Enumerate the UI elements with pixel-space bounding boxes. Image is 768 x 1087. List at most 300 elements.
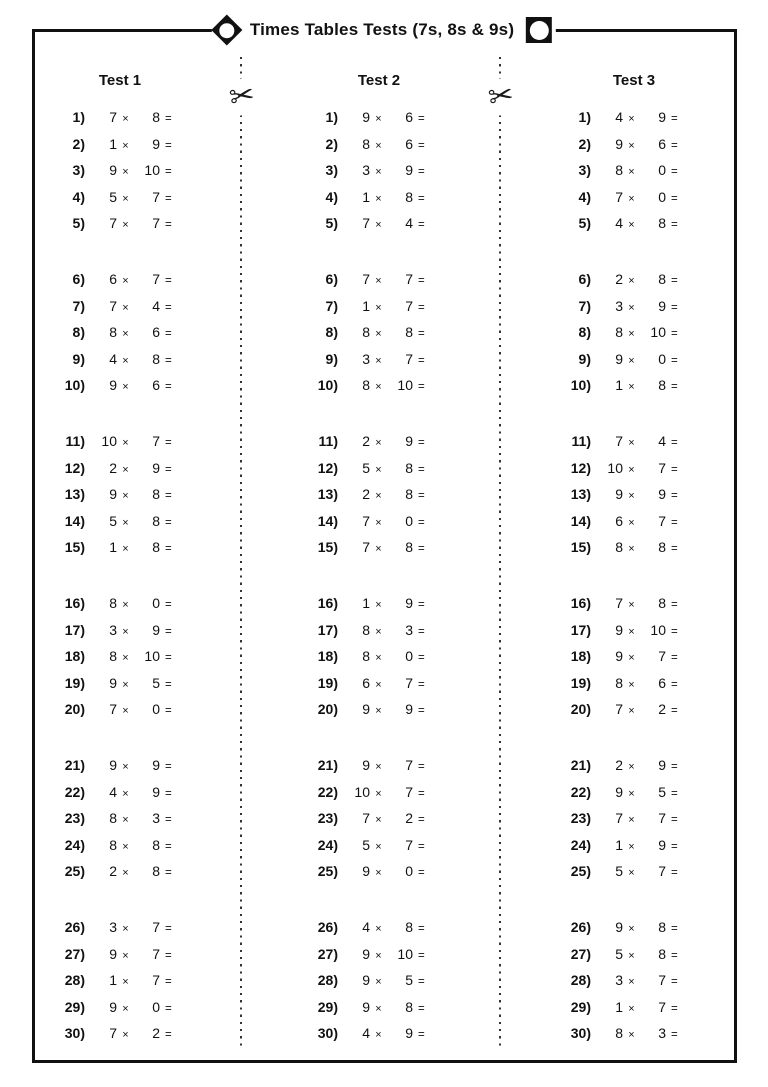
problem-number: 9) bbox=[325, 350, 338, 367]
operand-a: 7 bbox=[362, 810, 370, 826]
problem-number: 22) bbox=[64, 783, 85, 800]
problem-row bbox=[296, 346, 446, 373]
operand-a: 9 bbox=[615, 486, 623, 502]
operand-b: 9 bbox=[658, 836, 666, 853]
problem-number: 13) bbox=[317, 486, 338, 502]
problem-number: 4) bbox=[72, 188, 85, 205]
operand-a: 9 bbox=[362, 109, 370, 125]
problem-number: 7) bbox=[72, 297, 85, 314]
operand-b: 8 bbox=[658, 919, 666, 935]
multiply-sign: × bbox=[628, 381, 635, 393]
operand-b: 2 bbox=[152, 1025, 160, 1041]
problem-group bbox=[296, 752, 446, 885]
problem-number: 5) bbox=[325, 215, 338, 231]
multiply-sign: × bbox=[122, 381, 129, 393]
problem-number: 16) bbox=[64, 595, 85, 611]
multiply-sign: × bbox=[628, 949, 635, 962]
problem-row bbox=[296, 752, 446, 779]
problem-row bbox=[549, 157, 699, 184]
problem-number: 14) bbox=[317, 512, 338, 529]
problem-row bbox=[296, 1020, 446, 1047]
operand-a: 7 bbox=[615, 188, 623, 205]
operand-b: 6 bbox=[405, 109, 413, 125]
operand-a: 6 bbox=[109, 271, 117, 287]
multiply-sign: × bbox=[628, 652, 635, 664]
equals-sign: = bbox=[418, 1029, 425, 1041]
multiply-sign: × bbox=[628, 867, 635, 879]
problem-number: 23) bbox=[317, 810, 338, 826]
problem-row bbox=[296, 858, 446, 885]
operand-b: 7 bbox=[658, 972, 666, 988]
problem-number: 10) bbox=[64, 377, 85, 393]
operand-a: 1 bbox=[362, 595, 370, 611]
equals-sign: = bbox=[165, 705, 172, 717]
multiply-sign: × bbox=[122, 516, 129, 529]
multiply-sign: × bbox=[628, 354, 635, 367]
multiply-sign: × bbox=[375, 113, 382, 125]
problem-number: 9) bbox=[72, 350, 85, 367]
test-3-column bbox=[500, 32, 734, 1060]
operand-a: 7 bbox=[615, 595, 623, 611]
multiply-sign: × bbox=[375, 354, 382, 367]
operand-b: 7 bbox=[405, 271, 413, 287]
problem-number: 1) bbox=[325, 109, 338, 125]
problem-number: 29) bbox=[570, 998, 591, 1015]
operand-a: 9 bbox=[109, 998, 117, 1015]
operand-b: 7 bbox=[152, 945, 160, 962]
operand-a: 4 bbox=[109, 783, 117, 800]
problem-number: 15) bbox=[64, 539, 85, 555]
operand-b: 0 bbox=[658, 188, 666, 205]
multiply-sign: × bbox=[628, 814, 635, 826]
problem-row bbox=[549, 590, 699, 617]
operand-b: 6 bbox=[658, 674, 666, 691]
operand-b: 7 bbox=[405, 674, 413, 691]
problem-number: 1) bbox=[578, 109, 591, 125]
equals-sign: = bbox=[418, 166, 425, 178]
problem-row bbox=[549, 131, 699, 158]
problem-row bbox=[296, 455, 446, 482]
equals-sign: = bbox=[671, 625, 678, 638]
problem-number: 6) bbox=[72, 271, 85, 287]
problem-row bbox=[43, 104, 193, 131]
multiply-sign: × bbox=[628, 1002, 635, 1015]
problem-number: 24) bbox=[64, 836, 85, 853]
equals-sign: = bbox=[418, 678, 425, 691]
operand-b: 7 bbox=[658, 512, 666, 529]
problem-row bbox=[43, 805, 193, 832]
multiply-sign: × bbox=[628, 923, 635, 935]
operand-b: 9 bbox=[405, 595, 413, 611]
problem-group bbox=[43, 590, 193, 723]
problem-row bbox=[43, 428, 193, 455]
equals-sign: = bbox=[418, 867, 425, 879]
equals-sign: = bbox=[671, 516, 678, 529]
multiply-sign: × bbox=[122, 867, 129, 879]
multiply-sign: × bbox=[628, 275, 635, 287]
multiply-sign: × bbox=[628, 192, 635, 205]
operand-b: 8 bbox=[405, 324, 413, 340]
problem-row bbox=[549, 914, 699, 941]
operand-a: 6 bbox=[615, 512, 623, 529]
equals-sign: = bbox=[671, 867, 678, 879]
operand-a: 8 bbox=[109, 810, 117, 826]
equals-sign: = bbox=[165, 949, 172, 962]
operand-a: 9 bbox=[362, 972, 370, 988]
problem-row bbox=[43, 670, 193, 697]
problem-group bbox=[296, 590, 446, 723]
scissors-icon: ✂ bbox=[226, 77, 259, 117]
operand-b: 5 bbox=[405, 972, 413, 988]
worksheet-title-bar bbox=[212, 17, 556, 43]
equals-sign: = bbox=[165, 139, 172, 152]
operand-b: 7 bbox=[658, 863, 666, 879]
multiply-sign: × bbox=[375, 490, 382, 502]
operand-b: 6 bbox=[152, 377, 160, 393]
operand-a: 3 bbox=[615, 972, 623, 988]
operand-b: 9 bbox=[152, 621, 160, 638]
operand-a: 2 bbox=[362, 486, 370, 502]
problem-row bbox=[43, 481, 193, 508]
problem-row bbox=[549, 455, 699, 482]
problem-number: 29) bbox=[317, 998, 338, 1015]
operand-b: 7 bbox=[658, 810, 666, 826]
problem-number: 18) bbox=[317, 648, 338, 664]
problem-number: 9) bbox=[578, 350, 591, 367]
multiply-sign: × bbox=[122, 949, 129, 962]
operand-a: 5 bbox=[615, 945, 623, 962]
problem-row bbox=[296, 481, 446, 508]
multiply-sign: × bbox=[375, 976, 382, 988]
equals-sign: = bbox=[165, 923, 172, 935]
multiply-sign: × bbox=[122, 192, 129, 205]
problem-row bbox=[43, 994, 193, 1021]
problem-number: 1) bbox=[72, 109, 85, 125]
problem-number: 25) bbox=[317, 863, 338, 879]
equals-sign: = bbox=[418, 139, 425, 152]
multiply-sign: × bbox=[375, 275, 382, 287]
problem-number: 18) bbox=[570, 648, 591, 664]
equals-sign: = bbox=[671, 301, 678, 314]
multiply-sign: × bbox=[122, 354, 129, 367]
problem-row bbox=[296, 266, 446, 293]
operand-b: 10 bbox=[650, 621, 666, 638]
multiply-sign: × bbox=[375, 166, 382, 178]
equals-sign: = bbox=[165, 543, 172, 555]
operand-a: 7 bbox=[362, 215, 370, 231]
problem-number: 6) bbox=[578, 271, 591, 287]
problem-number: 25) bbox=[64, 863, 85, 879]
operand-b: 9 bbox=[152, 757, 160, 773]
multiply-sign: × bbox=[122, 139, 129, 152]
problem-row bbox=[296, 293, 446, 320]
equals-sign: = bbox=[671, 923, 678, 935]
operand-a: 3 bbox=[615, 297, 623, 314]
problem-row bbox=[549, 319, 699, 346]
problem-number: 21) bbox=[570, 757, 591, 773]
multiply-sign: × bbox=[628, 328, 635, 340]
operand-b: 9 bbox=[658, 109, 666, 125]
operand-b: 7 bbox=[405, 783, 413, 800]
problem-number: 27) bbox=[317, 945, 338, 962]
multiply-sign: × bbox=[375, 867, 382, 879]
operand-a: 7 bbox=[615, 433, 623, 449]
problem-number: 5) bbox=[72, 215, 85, 231]
problem-number: 26) bbox=[317, 919, 338, 935]
problem-number: 27) bbox=[64, 945, 85, 962]
operand-a: 8 bbox=[362, 377, 370, 393]
operand-a: 8 bbox=[615, 162, 623, 178]
problem-number: 12) bbox=[570, 459, 591, 476]
equals-sign: = bbox=[671, 192, 678, 205]
equals-sign: = bbox=[418, 787, 425, 800]
equals-sign: = bbox=[165, 599, 172, 611]
operand-a: 3 bbox=[109, 621, 117, 638]
operand-a: 9 bbox=[615, 919, 623, 935]
operand-b: 8 bbox=[152, 836, 160, 853]
problem-row bbox=[43, 266, 193, 293]
operand-b: 8 bbox=[658, 539, 666, 555]
operand-a: 7 bbox=[362, 539, 370, 555]
operand-b: 9 bbox=[405, 162, 413, 178]
problem-row bbox=[43, 372, 193, 399]
operand-a: 1 bbox=[109, 539, 117, 555]
operand-a: 3 bbox=[109, 919, 117, 935]
multiply-sign: × bbox=[122, 463, 129, 476]
problem-row bbox=[43, 346, 193, 373]
operand-b: 9 bbox=[152, 459, 160, 476]
operand-a: 1 bbox=[362, 297, 370, 314]
problem-number: 23) bbox=[570, 810, 591, 826]
problem-row bbox=[549, 372, 699, 399]
operand-a: 2 bbox=[615, 757, 623, 773]
operand-a: 8 bbox=[362, 621, 370, 638]
square-ornament-icon bbox=[526, 17, 552, 43]
problem-row bbox=[296, 779, 446, 806]
page-title: Times Tables Tests (7s, 8s & 9s) bbox=[249, 20, 515, 39]
operand-b: 8 bbox=[658, 595, 666, 611]
equals-sign: = bbox=[418, 976, 425, 988]
operand-b: 5 bbox=[152, 674, 160, 691]
operand-a: 2 bbox=[109, 863, 117, 879]
operand-a: 8 bbox=[362, 648, 370, 664]
operand-a: 8 bbox=[362, 135, 370, 152]
problem-number: 26) bbox=[570, 919, 591, 935]
equals-sign: = bbox=[165, 652, 172, 664]
operand-a: 7 bbox=[109, 109, 117, 125]
problem-number: 2) bbox=[72, 135, 85, 152]
equals-sign: = bbox=[418, 1002, 425, 1015]
operand-b: 8 bbox=[405, 539, 413, 555]
problem-row bbox=[549, 210, 699, 237]
equals-sign: = bbox=[671, 166, 678, 178]
problem-group bbox=[43, 428, 193, 561]
operand-a: 10 bbox=[354, 783, 370, 800]
operand-a: 5 bbox=[615, 863, 623, 879]
problem-number: 15) bbox=[570, 539, 591, 555]
problem-number: 19) bbox=[317, 674, 338, 691]
operand-b: 9 bbox=[658, 486, 666, 502]
problem-group bbox=[549, 752, 699, 885]
problem-row bbox=[296, 428, 446, 455]
problem-row bbox=[549, 858, 699, 885]
multiply-sign: × bbox=[122, 625, 129, 638]
problem-number: 8) bbox=[72, 324, 85, 340]
multiply-sign: × bbox=[628, 301, 635, 314]
problem-group bbox=[549, 428, 699, 561]
multiply-sign: × bbox=[375, 219, 382, 231]
equals-sign: = bbox=[418, 516, 425, 529]
test-1-problem-list bbox=[43, 104, 193, 1047]
equals-sign: = bbox=[418, 652, 425, 664]
operand-b: 8 bbox=[405, 188, 413, 205]
problem-row bbox=[43, 455, 193, 482]
equals-sign: = bbox=[671, 437, 678, 449]
operand-a: 7 bbox=[109, 297, 117, 314]
equals-sign: = bbox=[418, 625, 425, 638]
operand-a: 9 bbox=[615, 350, 623, 367]
multiply-sign: × bbox=[375, 192, 382, 205]
problem-number: 12) bbox=[317, 459, 338, 476]
problem-row bbox=[296, 617, 446, 644]
operand-a: 4 bbox=[615, 109, 623, 125]
operand-b: 10 bbox=[397, 377, 413, 393]
equals-sign: = bbox=[671, 976, 678, 988]
operand-a: 10 bbox=[101, 433, 117, 449]
equals-sign: = bbox=[671, 113, 678, 125]
operand-b: 0 bbox=[152, 701, 160, 717]
problem-row bbox=[43, 643, 193, 670]
equals-sign: = bbox=[165, 437, 172, 449]
multiply-sign: × bbox=[122, 840, 129, 853]
equals-sign: = bbox=[418, 840, 425, 853]
test-3-header: Test 3 bbox=[612, 72, 656, 89]
problem-number: 3) bbox=[72, 162, 85, 178]
operand-b: 7 bbox=[405, 297, 413, 314]
multiply-sign: × bbox=[628, 599, 635, 611]
multiply-sign: × bbox=[122, 976, 129, 988]
equals-sign: = bbox=[165, 516, 172, 529]
multiply-sign: × bbox=[628, 219, 635, 231]
problem-row bbox=[43, 184, 193, 211]
equals-sign: = bbox=[165, 1002, 172, 1015]
operand-b: 10 bbox=[650, 324, 666, 340]
multiply-sign: × bbox=[375, 949, 382, 962]
multiply-sign: × bbox=[122, 1029, 129, 1041]
operand-b: 8 bbox=[405, 459, 413, 476]
operand-b: 7 bbox=[405, 836, 413, 853]
scissors-icon: ✂ bbox=[485, 77, 518, 117]
problem-row bbox=[549, 941, 699, 968]
equals-sign: = bbox=[418, 219, 425, 231]
equals-sign: = bbox=[671, 840, 678, 853]
problem-number: 8) bbox=[578, 324, 591, 340]
operand-a: 9 bbox=[362, 757, 370, 773]
equals-sign: = bbox=[418, 301, 425, 314]
operand-b: 9 bbox=[152, 783, 160, 800]
test-2-problem-list bbox=[296, 104, 446, 1047]
operand-b: 10 bbox=[144, 162, 160, 178]
problem-number: 7) bbox=[325, 297, 338, 314]
equals-sign: = bbox=[165, 192, 172, 205]
operand-b: 8 bbox=[658, 377, 666, 393]
multiply-sign: × bbox=[628, 761, 635, 773]
operand-a: 9 bbox=[109, 674, 117, 691]
multiply-sign: × bbox=[122, 301, 129, 314]
problem-number: 20) bbox=[570, 701, 591, 717]
operand-a: 2 bbox=[109, 459, 117, 476]
equals-sign: = bbox=[671, 139, 678, 152]
equals-sign: = bbox=[671, 814, 678, 826]
operand-b: 4 bbox=[405, 215, 413, 231]
problem-number: 2) bbox=[578, 135, 591, 152]
problem-number: 13) bbox=[64, 486, 85, 502]
problem-group bbox=[43, 914, 193, 1047]
diamond-ornament-icon bbox=[211, 14, 242, 45]
equals-sign: = bbox=[418, 490, 425, 502]
problem-row bbox=[43, 832, 193, 859]
operand-b: 7 bbox=[658, 998, 666, 1015]
operand-b: 3 bbox=[405, 621, 413, 638]
problem-number: 20) bbox=[317, 701, 338, 717]
equals-sign: = bbox=[671, 705, 678, 717]
problem-row bbox=[296, 508, 446, 535]
problem-number: 22) bbox=[570, 783, 591, 800]
operand-b: 0 bbox=[658, 350, 666, 367]
problem-number: 30) bbox=[570, 1025, 591, 1041]
problem-row bbox=[43, 508, 193, 535]
problem-row bbox=[549, 752, 699, 779]
multiply-sign: × bbox=[122, 219, 129, 231]
problem-row bbox=[43, 157, 193, 184]
problem-row bbox=[296, 941, 446, 968]
problem-row bbox=[549, 967, 699, 994]
worksheet-frame bbox=[32, 29, 737, 1063]
operand-a: 9 bbox=[362, 701, 370, 717]
multiply-sign: × bbox=[628, 113, 635, 125]
equals-sign: = bbox=[165, 840, 172, 853]
problem-number: 11) bbox=[318, 433, 338, 449]
operand-b: 3 bbox=[152, 810, 160, 826]
test-2-header: Test 2 bbox=[357, 72, 401, 89]
problem-row bbox=[296, 590, 446, 617]
problem-number: 12) bbox=[64, 459, 85, 476]
equals-sign: = bbox=[165, 678, 172, 691]
operand-b: 0 bbox=[152, 998, 160, 1015]
operand-a: 9 bbox=[109, 757, 117, 773]
operand-a: 7 bbox=[362, 271, 370, 287]
problem-row bbox=[549, 184, 699, 211]
problem-row bbox=[549, 670, 699, 697]
operand-b: 7 bbox=[658, 648, 666, 664]
operand-a: 8 bbox=[615, 324, 623, 340]
problem-number: 28) bbox=[570, 972, 591, 988]
problem-row bbox=[549, 832, 699, 859]
operand-a: 4 bbox=[362, 1025, 370, 1041]
multiply-sign: × bbox=[375, 814, 382, 826]
equals-sign: = bbox=[165, 814, 172, 826]
operand-b: 8 bbox=[405, 998, 413, 1015]
operand-b: 8 bbox=[658, 271, 666, 287]
operand-a: 3 bbox=[362, 162, 370, 178]
multiply-sign: × bbox=[375, 463, 382, 476]
operand-b: 7 bbox=[152, 271, 160, 287]
equals-sign: = bbox=[418, 705, 425, 717]
multiply-sign: × bbox=[122, 166, 129, 178]
problem-number: 14) bbox=[64, 512, 85, 529]
problem-group bbox=[296, 104, 446, 237]
operand-a: 9 bbox=[362, 945, 370, 962]
